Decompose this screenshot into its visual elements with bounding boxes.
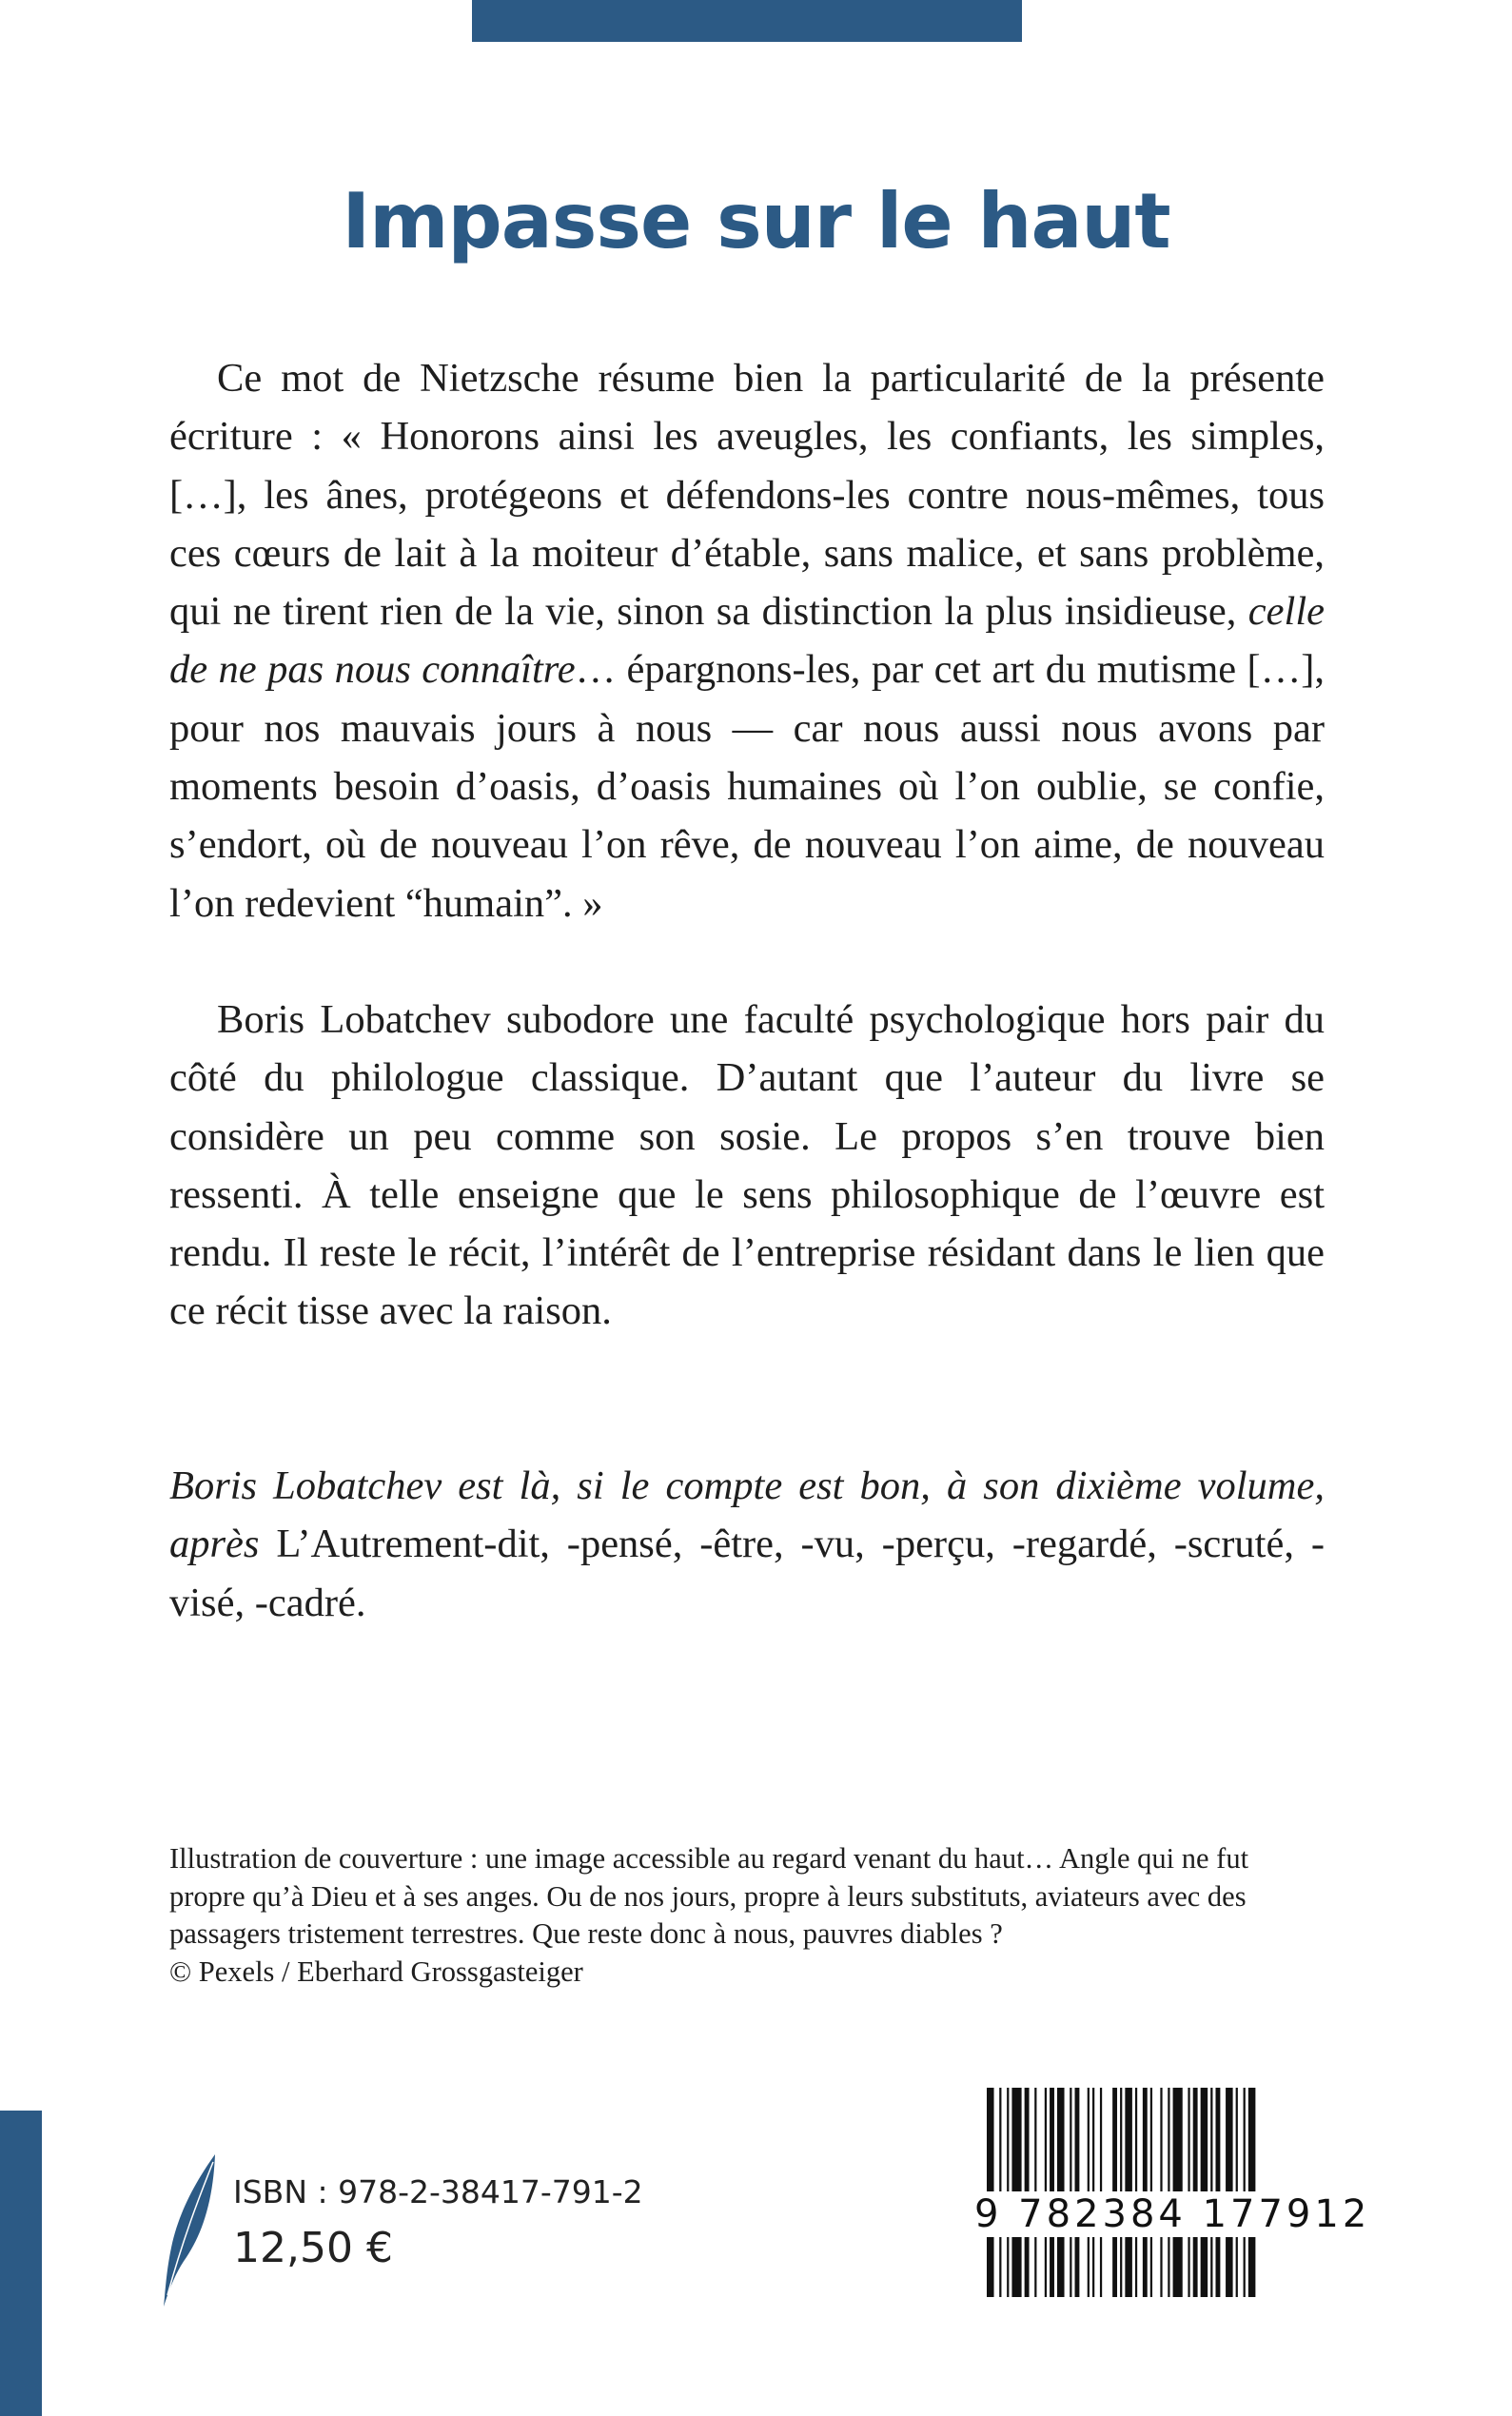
book-title: Impasse sur le haut (342, 177, 1170, 265)
blurb-paragraph-description: Boris Lobatchev subodore une faculté psychologique hors pair du côté du philologue classique. D’autant que l’auteur du livre se considère un peu comme son sosie. Le propos s’en trouve bien ressenti. À telle enseigne que le sens philosophique de l’œuvre est rendu. Il reste le récit, l’intérêt de l’entreprise résidant dans le lien que ce récit tisse avec la raison. (169, 997, 1325, 1334)
quote-text-part2: … épargnons-les, par cet art du mutisme […], pour nos mauvais jours à nous — car nous aussi nous avons par moments besoin d’oasis, d’oasis humaines où l’on oublie, se confie, s’endort, où de nouveau l’on rêve, de nouveau l’on aime, de nouveau l’on redevient “humain”. » (169, 647, 1325, 926)
quill-feather-icon (158, 2152, 219, 2309)
author-note-italic: Boris Lobatchev est là, si le compte est bon, à son dixième volume, après (169, 1463, 1325, 1567)
blurb-paragraph-quote (169, 349, 1325, 933)
caption-line-1: Illustration de couverture : une image accessible au regard venant du haut… Angle qui ne fut (169, 1842, 1249, 1875)
quote-italic-text: celle de ne pas nous connaître (169, 589, 1325, 693)
price-label: 12,50 € (233, 2224, 393, 2272)
bottom-left-accent-bar (0, 2111, 42, 2416)
isbn-label: ISBN : 978-2-38417-791-2 (233, 2173, 643, 2210)
cover-illustration-caption (169, 1840, 1325, 1991)
barcode-number: 9 782384 177912 (974, 2192, 1371, 2236)
photo-credit: © Pexels / Eberhard Grossgasteiger (169, 1954, 583, 1988)
author-note-titles: L’Autrement-dit, -pensé, -être, -vu, -perçu, -regardé, -scruté, -visé, -cadré. (169, 1522, 1325, 1625)
author-note (169, 1457, 1325, 1632)
caption-line-2: propre qu’à Dieu et à ses anges. Ou de nos jours, propre à leurs substituts, aviateurs avec des (169, 1879, 1247, 1913)
caption-line-3: passagers tristement terrestres. Que reste donc à nous, pauvres diables ? (169, 1917, 1003, 1950)
quote-text-part1: Ce mot de Nietzsche résume bien la particularité de la présente écriture : « Honorons ainsi les aveugles, les confiants, les simples, […], les ânes, protégeons et défendons-les contre nous-mêmes, tous ces cœurs de lait à la moiteur d’étable, sans malice, et sans problème, qui ne tirent rien de la vie, sinon sa distinction la plus insidieuse, (169, 356, 1325, 635)
top-accent-bar (472, 0, 1022, 42)
